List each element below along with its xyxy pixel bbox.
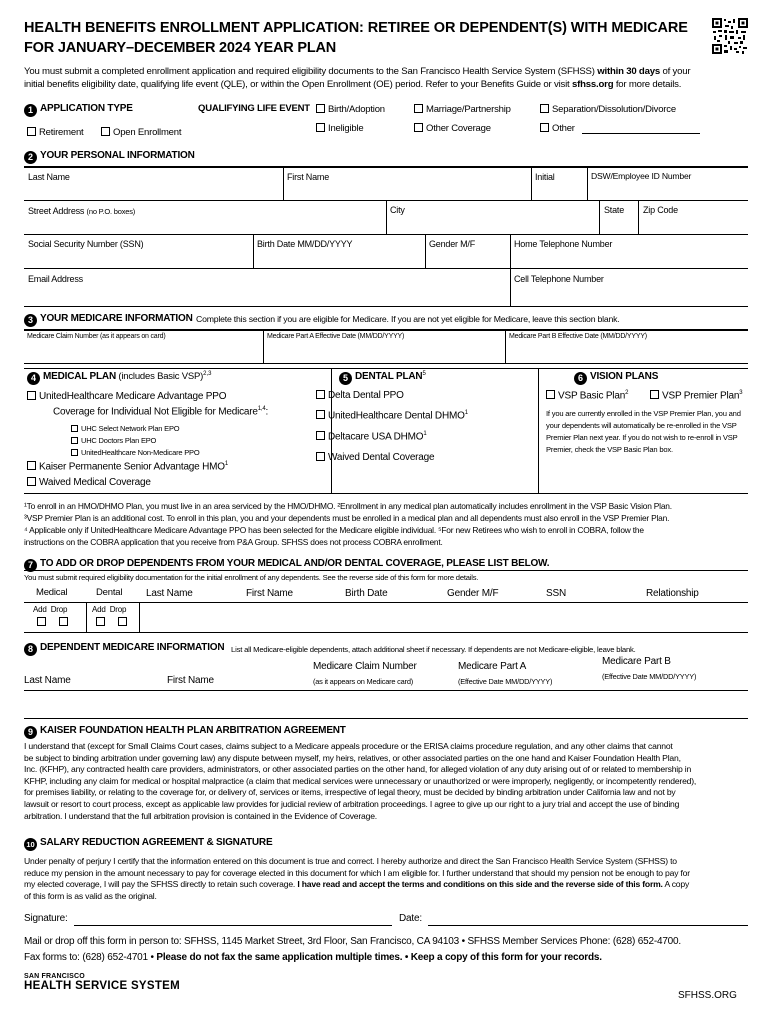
- last-name-field[interactable]: Last Name: [28, 172, 70, 182]
- medical-add-checkbox[interactable]: [37, 617, 49, 628]
- dental-drop-checkbox[interactable]: [118, 617, 130, 628]
- dental-add-checkbox[interactable]: [96, 617, 108, 628]
- checkbox[interactable]: [316, 123, 325, 132]
- medical-col-label: Medical: [36, 587, 68, 598]
- birth-date-field[interactable]: Birth Date MM/DD/YYYY: [257, 239, 353, 249]
- checkbox[interactable]: [540, 104, 549, 113]
- qle-label: QUALIFYING LIFE EVENT: [198, 103, 310, 114]
- state-field[interactable]: State: [604, 205, 625, 215]
- dep-relationship-label: Relationship: [646, 588, 699, 599]
- section9-heading: 9 KAISER FOUNDATION HEALTH PLAN ARBITRATION AGREEMENT: [24, 725, 346, 739]
- dental-delta-ppo[interactable]: Delta Dental PPO: [316, 390, 404, 401]
- dep8-last-name: Last Name: [24, 675, 71, 686]
- dep8-claim-note: (as it appears on Medicare card): [313, 677, 413, 686]
- section10-heading: 10 SALARY REDUCTION AGREEMENT & SIGNATURE: [24, 837, 272, 851]
- sfhss-site[interactable]: SFHSS.ORG: [678, 990, 737, 1001]
- section7-heading: 7 TO ADD OR DROP DEPENDENTS FROM YOUR MEDICAL AND/OR DENTAL COVERAGE, PLEASE LIST BELOW.: [24, 558, 549, 572]
- dep-ssn-label: SSN: [546, 588, 566, 599]
- form-title-line2: FOR JANUARY–DECEMBER 2024 YEAR PLAN: [24, 40, 337, 56]
- part-b-date-field[interactable]: Medicare Part B Effective Date (MM/DD/YYYY): [509, 333, 647, 340]
- city-field[interactable]: City: [390, 205, 405, 215]
- medical-add-drop: Add Drop: [33, 605, 68, 614]
- dep-first-name-label: First Name: [246, 588, 293, 599]
- signature-label: Signature:: [24, 913, 68, 924]
- section2-heading: 2 YOUR PERSONAL INFORMATION: [24, 150, 195, 164]
- checkbox[interactable]: [27, 127, 36, 136]
- dental-deltacare[interactable]: Deltacare USA DHMO$^1$: [316, 431, 426, 442]
- date-line[interactable]: [428, 925, 748, 926]
- section8-note: List all Medicare-eligible dependents, attach additional sheet if necessary. If dependents are not Medicare-eligible, leave blank.: [231, 645, 636, 654]
- checkbox[interactable]: [414, 123, 423, 132]
- first-name-field[interactable]: First Name: [287, 172, 330, 182]
- medical-kaiser[interactable]: Kaiser Permanente Senior Advantage HMO$^1$: [27, 461, 228, 472]
- section-number: 1: [24, 104, 37, 117]
- medical-uhc-ppo[interactable]: UnitedHealthcare Medicare Advantage PPO: [27, 391, 226, 402]
- checkbox[interactable]: [101, 127, 110, 136]
- app-type-retirement[interactable]: Retirement: [27, 127, 83, 138]
- dep8-part-b: Medicare Part B: [602, 656, 671, 667]
- dental-uhc-dhmo[interactable]: UnitedHealthcare Dental DHMO$^1$: [316, 410, 468, 421]
- zip-field[interactable]: Zip Code: [643, 205, 678, 215]
- form-title-line1: HEALTH BENEFITS ENROLLMENT APPLICATION: RETIREE OR DEPENDENT(S) WITH MEDICARE: [24, 20, 688, 36]
- divider: [24, 306, 748, 307]
- footnotes: ¹To enroll in an HMO/DHMO Plan, you must live in an area serviced by the HMO/DHMO. ²Enrollment in any medical plan automatically includes enrollment in the VSP Basic Vision Plan. ³VSP Premier Plan is an additional cost. To enroll in this plan, you and your dependents must be enrolled in a medical plan and all dependents must also enroll in the VSP Premier Plan. ⁴ Applicable only if UnitedHealthcare Medicare Advantage PPO has been selected for the Medicare eligible individual. ⁵For new Retirees who wish to enroll in COBRA, follow the instructions on the COBRA application that you receive from P&A Group. SFHSS does not process COBRA enrollment.: [24, 501, 672, 547]
- initial-field[interactable]: Initial: [535, 172, 555, 182]
- section4-heading: 4 MEDICAL PLAN (includes Basic VSP)$^{2,3}$: [27, 371, 211, 385]
- dep8-part-a: Medicare Part A: [458, 661, 527, 672]
- dep8-part-a-note: (Effective Date MM/DD/YYYY): [458, 677, 553, 686]
- dental-waived[interactable]: Waived Dental Coverage: [316, 452, 434, 463]
- vision-premier[interactable]: VSP Premier Plan$^3$: [650, 390, 742, 401]
- ssn-field[interactable]: Social Security Number (SSN): [28, 239, 144, 249]
- qr-code-icon: [712, 18, 748, 54]
- street-field[interactable]: Street Address (no P.O. boxes): [28, 206, 136, 216]
- signature-line[interactable]: [74, 925, 392, 926]
- qle-marriage[interactable]: Marriage/Partnership: [414, 104, 511, 115]
- medical-drop-checkbox[interactable]: [59, 617, 71, 628]
- divider: [24, 268, 748, 269]
- section3-note: Complete this section if you are eligible for Medicare. If you are not yet eligible for Medicare, leave this section blank.: [196, 314, 620, 324]
- dep-birth-label: Birth Date: [345, 588, 388, 599]
- fax-instructions: Fax forms to: (628) 652-4701 • Please do not fax the same application multiple times. • Keep a copy of this form for your records.: [24, 952, 602, 963]
- dental-col-label: Dental: [96, 587, 123, 598]
- part-a-date-field[interactable]: Medicare Part A Effective Date (MM/DD/YYYY): [267, 333, 405, 340]
- cell-phone-field[interactable]: Cell Telephone Number: [514, 274, 604, 284]
- arbitration-text: I understand that (except for Small Claims Court cases, claims subject to a Medicare appeals procedure or the ERISA claims procedure regulation, and any other claims that cannot be subject to binding arbitration under governing law) any dispute between myself, my heirs, relatives, or other associated parties on the one hand and Kaiser Foundation Health Plan, Inc. (KFHP), any contracted health care providers, administrators, or other associated parties on the other hand, for alleged violation of any duty arising out of or related to membership in KFHP, including any claim for medical or hospital malpractice (a claim that medical services were unnecessary or unauthorized or were improperly, negligently, or incompetently rendered), for premises liability, or relating to the coverage for, or delivery of, services or items, irrespective of legal theory, must be decided by binding arbitration under California law and not by lawsuit or resort to court process, except as applicable law provides for judicial review of arbitration proceedings. I agree to give up our right to a jury trial and accept the use of binding arbitration. I understand that the full arbitration provision is contained in the Evidence of Coverage.: [24, 741, 697, 821]
- dep8-first-name: First Name: [167, 675, 214, 686]
- divider: [24, 166, 748, 168]
- dental-add-drop: Add Drop: [92, 605, 127, 614]
- dep-last-name-label: Last Name: [146, 588, 193, 599]
- other-input-line[interactable]: [582, 133, 700, 134]
- checkbox[interactable]: [414, 104, 423, 113]
- section3-heading: 3 YOUR MEDICARE INFORMATION: [24, 313, 193, 327]
- section-number: 2: [24, 151, 37, 164]
- vision-note: If you are currently enrolled in the VSP Premier Plan, you and your dependents will automatically be re-enrolled in the VSP Premier Plan next year. If you do not wish to re-enroll in VSP Premier, check the VSP Basic Plan box.: [546, 409, 741, 454]
- salary-text: Under penalty of perjury I certify that the information entered on this document is true and correct. I hereby authorize and direct the San Francisco Health Service System (SFHSS) to reduce my pension in the amount necessary to pay for coverage elected in this document for which I am eligible for. I further understand that should my pension not be enough to pay for my elected coverage, I will pay the SFHSS directly to retain such coverage. I have read and accept the terms and conditions on this side and the reverse side of this form. A copy of this form is as valid as the original.: [24, 856, 690, 901]
- app-type-open-enrollment[interactable]: Open Enrollment: [101, 127, 181, 138]
- intro-text: You must submit a completed enrollment application and required eligibility documents to the San Francisco Health Service System (SFHSS) within 30 days of your initial benefits eligibility date, qualifying life event (QLE), or within the Open Enrollment (OE) period. Refer to your Benefits Guide or visit sfhss.org for more details.: [24, 66, 691, 90]
- sfhss-link[interactable]: sfhss.org: [571, 78, 614, 90]
- medical-uhc-select[interactable]: UHC Select Network Plan EPO: [71, 424, 179, 433]
- checkbox[interactable]: [316, 104, 325, 113]
- divider: [24, 234, 748, 235]
- sfhss-logo: SAN FRANCISCO HEALTH SERVICE SYSTEM: [24, 973, 181, 992]
- email-field[interactable]: Email Address: [28, 274, 83, 284]
- medical-uhc-non-medicare[interactable]: UnitedHealthcare Non-Medicare PPO: [71, 448, 199, 457]
- section8-heading: 8 DEPENDENT MEDICARE INFORMATION: [24, 642, 224, 656]
- qle-ineligible[interactable]: Ineligible: [316, 123, 364, 134]
- mail-instructions: Mail or drop off this form in person to: SFHSS, 1145 Market Street, 3rd Floor, San Francisco, CA 94103 • SFHSS Member Services Phone: (628) 652-4700.: [24, 936, 681, 947]
- section-number: 3: [24, 314, 37, 327]
- section7-note: You must submit required eligibility documentation for the initial enrollment of any dependents. See the reverse side of this form for more details.: [24, 573, 479, 582]
- qle-other-coverage[interactable]: Other Coverage: [414, 123, 491, 134]
- medical-waived[interactable]: Waived Medical Coverage: [27, 477, 151, 488]
- qle-separation[interactable]: Separation/Dissolution/Divorce: [540, 104, 676, 115]
- gender-field[interactable]: Gender M/F: [429, 239, 476, 249]
- medicare-claim-field[interactable]: Medicare Claim Number (as it appears on card): [27, 333, 166, 340]
- dep8-part-b-note: (Effective Date MM/DD/YYYY): [602, 672, 697, 681]
- date-label: Date:: [399, 913, 422, 924]
- qle-other[interactable]: Other: [540, 123, 575, 134]
- section5-heading: 5 DENTAL PLAN$^5$: [339, 371, 426, 385]
- dep8-claim: Medicare Claim Number: [313, 661, 417, 672]
- medical-uhc-ppo-note: Coverage for Individual Not Eligible for Medicare$^{1,4}$:: [53, 406, 269, 418]
- checkbox[interactable]: [540, 123, 549, 132]
- dsw-field[interactable]: DSW/Employee ID Number: [591, 171, 692, 181]
- section6-heading: 6 VISION PLANS: [574, 371, 658, 385]
- qle-birth-adoption[interactable]: Birth/Adoption: [316, 104, 385, 115]
- dep-gender-label: Gender M/F: [447, 588, 499, 599]
- home-phone-field[interactable]: Home Telephone Number: [514, 239, 613, 249]
- vision-basic[interactable]: VSP Basic Plan$^2$: [546, 390, 628, 401]
- medical-uhc-doctors[interactable]: UHC Doctors Plan EPO: [71, 436, 156, 445]
- section1-heading: 1 APPLICATION TYPE: [24, 103, 133, 117]
